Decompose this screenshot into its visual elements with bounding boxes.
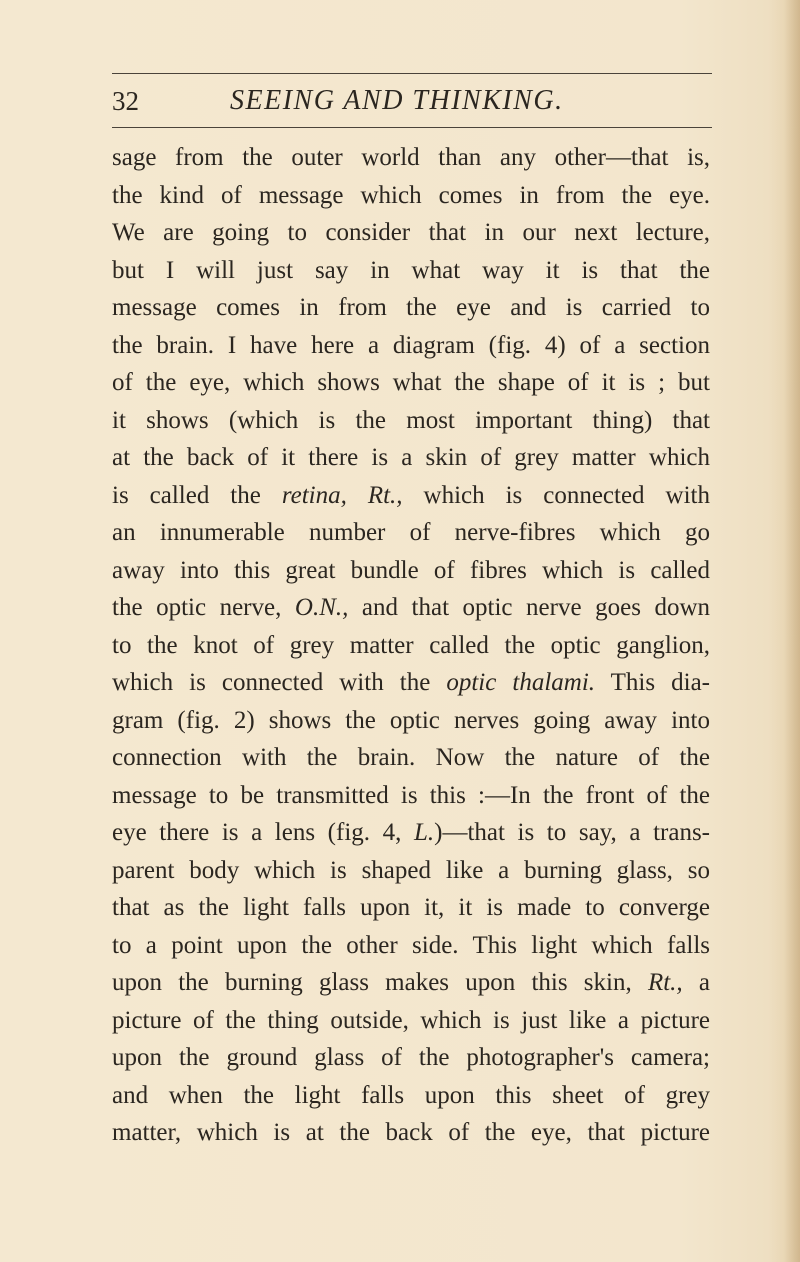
italic-term: optic thalami. [446,669,596,696]
text-line: which is connected with the optic thalami. This dia- [112,669,710,696]
text-line: of the eye, which shows what the shape of it is ; but [112,369,710,396]
italic-term: Rt., [647,969,683,996]
text-line: the optic nerve, O.N., and that optic nerve goes down [112,594,711,621]
italic-term: retina, Rt., [281,481,403,509]
text-line: parent body which is shaped like a burning glass, so [112,856,710,884]
text-line: an innumerable number of nerve-fibres which go [112,519,710,546]
text-line: that as the light falls upon it, it is made to converge [112,894,710,921]
text-line: We are going to consider that in our next lecture, [112,219,710,246]
text-line: the brain. I have here a diagram (fig. 4) of a section [112,331,710,359]
text-line: message comes in from the eye and is carried to [112,294,710,321]
text-line: connection with the brain. Now the nature of the [112,744,710,771]
text-line: but I will just say in what way it is that the [112,256,710,284]
text-line: gram (fig. 2) shows the optic nerves going away into [112,706,710,734]
text-line: is called the retina, Rt., which is connected with [112,481,710,509]
text-line: to a point upon the other side. This light which falls [112,931,710,959]
page-header [112,84,712,118]
text-line: message to be transmitted is this :—In the front of the [112,781,710,809]
body-text [112,139,710,1152]
text-line: picture of the thing outside, which is just like a picture [112,1006,710,1034]
running-head: SEEING AND THINKING. [230,85,564,116]
text-line: at the back of it there is a skin of grey matter which [112,444,710,471]
page-edge-shadow [784,0,800,1262]
page-number: 32 [112,86,139,116]
header-rule-top [112,73,712,74]
italic-term: O.N., [294,594,349,621]
text-line: the kind of message which comes in from the eye. [112,181,710,209]
italic-term: L. [413,819,435,846]
header-rule-bottom [112,127,712,128]
text-line: away into this great bundle of fibres which is called [112,556,710,584]
text-line: it shows (which is the most important thing) that [112,406,710,434]
text-line: upon the ground glass of the photographer's camera; [112,1044,710,1071]
text-line: upon the burning glass makes upon this skin, Rt., a [112,969,710,996]
text-line: sage from the outer world than any other—that is, [112,144,710,171]
text-line: and when the light falls upon this sheet of grey [112,1081,710,1109]
text-line: eye there is a lens (fig. 4, L.)—that is to say, a trans- [112,819,711,846]
text-line: to the knot of grey matter called the optic ganglion, [112,631,710,659]
text-line: matter, which is at the back of the eye, that picture [112,1119,710,1146]
